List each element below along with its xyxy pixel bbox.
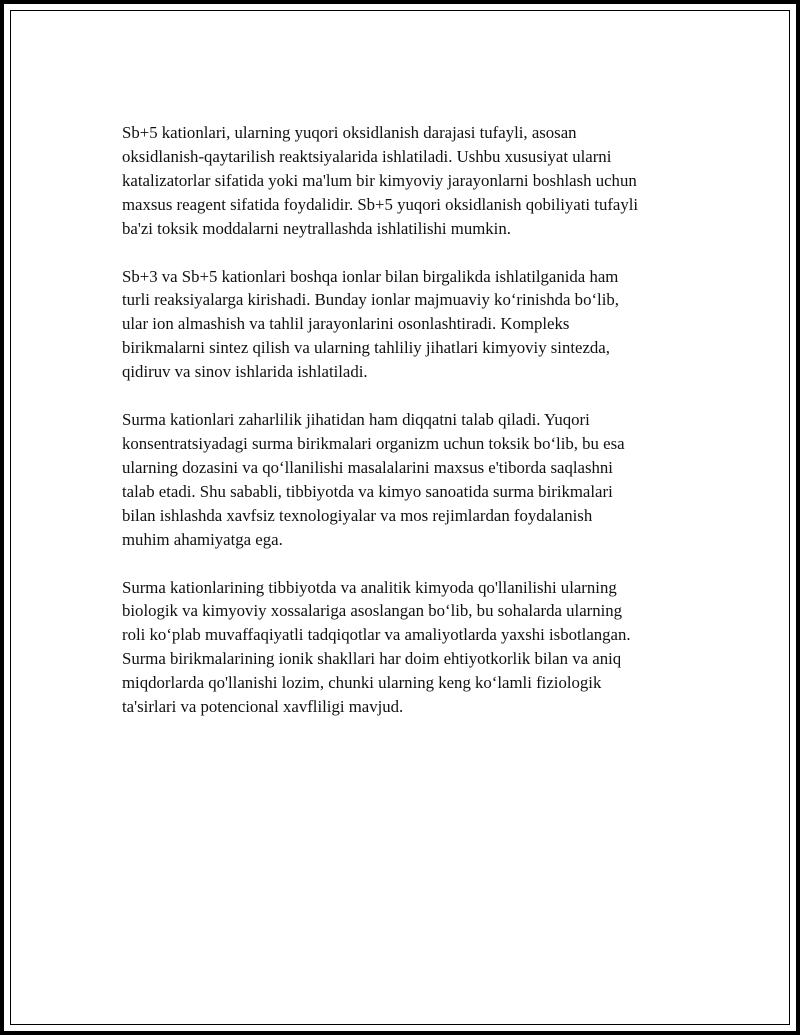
text-line: katalizatorlar sifatida yoki ma'lum bir kimyoviy jarayonlarni boshlash uchun — [122, 170, 637, 190]
text-line: Surma birikmalarining ionik shakllari har doim ehtiyotkorlik bilan va aniq — [122, 649, 622, 669]
text-line: bilan ishlashda xavfsiz texnologiyalar va mos rejimlardan foydalanish — [122, 505, 593, 525]
document-body — [122, 121, 697, 743]
text-line: ular ion almashish va tahlil jarayonlarini osonlashtiradi. Kompleks — [122, 314, 570, 334]
text-line: ularning dozasini va qoʻllanilishi masalalarini maxsus e'tiborda saqlashni — [122, 457, 613, 477]
text-line: miqdorlarda qo'llanishi lozim, chunki ularning keng koʻlamli fiziologik — [122, 673, 602, 693]
text-line: ba'zi toksik moddalarni neytrallashda ishlatilishi mumkin. — [122, 218, 511, 238]
text-line: Surma kationlari zaharlilik jihatidan ham diqqatni talab qiladi. Yuqori — [122, 410, 590, 430]
text-line: muhim ahamiyatga ega. — [122, 529, 283, 549]
paragraph-sb3-sb5-complexes — [122, 265, 697, 385]
text-line: oksidlanish-qaytarilish reaktsiyalarida ishlatiladi. Ushbu xususiyat ularni — [122, 146, 612, 166]
paragraph-sb5-oxidation — [122, 121, 697, 241]
text-line: turli reaksiyalarga kirishadi. Bunday ionlar majmuaviy koʻrinishda boʻlib, — [122, 290, 619, 310]
text-line: birikmalarni sintez qilish va ularning tahliliy jihatlari kimyoviy sintezda, — [122, 338, 610, 358]
text-line: Sb+3 va Sb+5 kationlari boshqa ionlar bilan birgalikda ishlatilganida ham — [122, 266, 619, 286]
text-line: ta'sirlari va potencional xavfliligi mavjud. — [122, 697, 404, 717]
text-line: Sb+5 kationlari, ularning yuqori oksidlanish darajasi tufayli, asosan — [122, 123, 577, 142]
text-line: qidiruv va sinov ishlarida ishlatiladi. — [122, 362, 368, 382]
text-line: konsentratsiyadagi surma birikmalari organizm uchun toksik boʻlib, bu esa — [122, 433, 625, 453]
text-line: maxsus reagent sifatida foydalidir. Sb+5 yuqori oksidlanish qobiliyati tufayli — [122, 194, 639, 214]
text-line: Surma kationlarining tibbiyotda va analitik kimyoda qo'llanilishi ularning — [122, 577, 617, 597]
paragraph-toxicity — [122, 408, 697, 551]
text-line: roli koʻplab muvaffaqiyatli tadqiqotlar va amaliyotlarda yaxshi isbotlangan. — [122, 625, 631, 645]
text-line: biologik va kimyoviy xossalariga asoslangan boʻlib, bu sohalarda ularning — [122, 601, 623, 621]
paragraph-medical-analytical-use — [122, 576, 697, 719]
text-line: talab etadi. Shu sababli, tibbiyotda va kimyo sanoatida surma birikmalari — [122, 481, 613, 501]
